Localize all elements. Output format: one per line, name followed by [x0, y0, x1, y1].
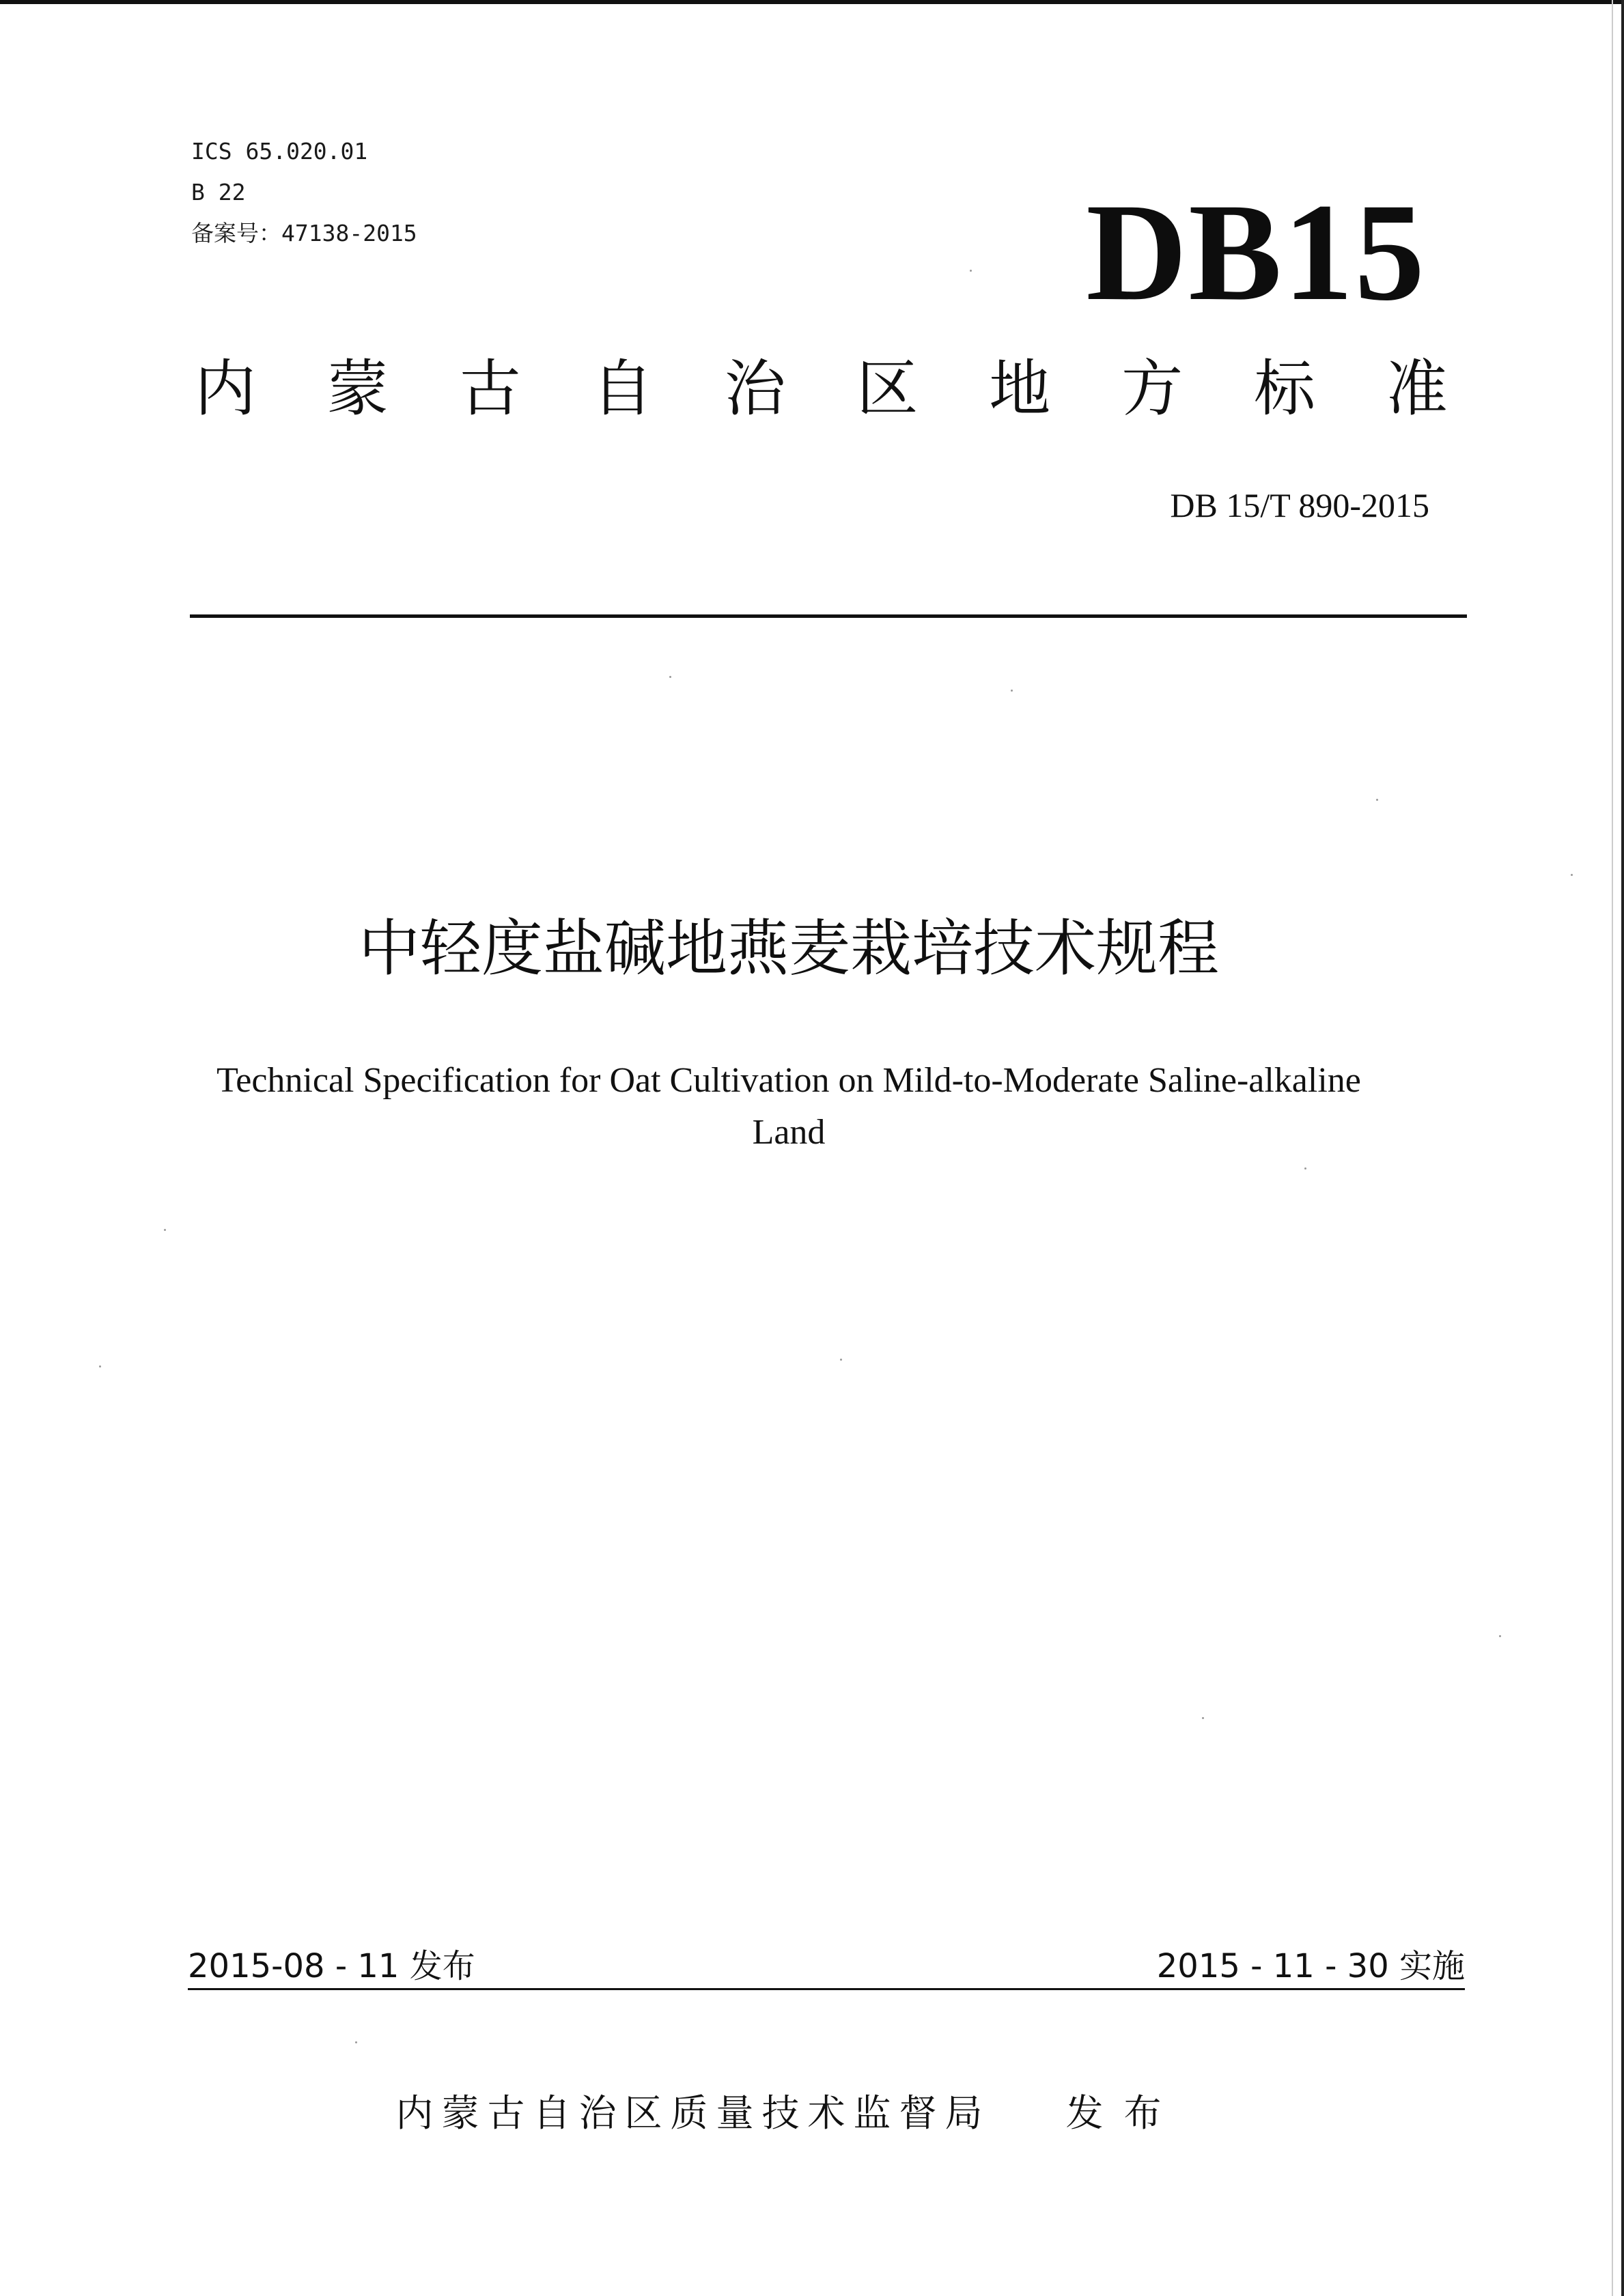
- ics-code: ICS 65.020.01: [191, 138, 368, 165]
- filing-number: 备案号：47138-2015: [191, 220, 417, 246]
- title-chinese: 中轻度盐碱地燕麦栽培技术规程: [359, 913, 1219, 984]
- scan-speck: [669, 676, 671, 678]
- scan-speck: [164, 1229, 166, 1231]
- standard-code-logo: DB15: [1086, 175, 1426, 330]
- authority-char: 地: [989, 353, 1051, 425]
- footer-divider: [188, 1988, 1465, 1990]
- authority-char: 方: [1121, 353, 1184, 425]
- issuer-line: [0, 2086, 1578, 2140]
- authority-char: 区: [856, 353, 919, 425]
- dates-row: [188, 1944, 1465, 1992]
- authority-char: 古: [459, 353, 521, 425]
- scan-speck: [1011, 690, 1013, 692]
- authority-char: 准: [1386, 353, 1448, 425]
- scan-right-edge-shadow: [1612, 0, 1613, 2296]
- scan-speck: [970, 270, 972, 272]
- implementation-date: 2015 - 11 - 30 实施: [1156, 1947, 1465, 1985]
- scan-speck: [1499, 1635, 1501, 1637]
- scan-right-edge: [1621, 0, 1624, 2296]
- scan-speck: [840, 1359, 842, 1361]
- title-english: Technical Specification for Oat Cultivation on Mild-to-Moderate Saline-alkaline Land: [216, 1061, 1361, 1152]
- issue-date: 2015-08 - 11 发布: [188, 1947, 475, 1985]
- classification-block: [191, 131, 417, 254]
- scan-speck: [1376, 799, 1378, 801]
- authority-char: 内: [195, 353, 256, 425]
- scan-speck: [1304, 1167, 1306, 1170]
- header-divider: [190, 614, 1467, 618]
- authority-char: 治: [724, 353, 786, 425]
- authority-char: 自: [591, 353, 654, 425]
- scan-speck: [1202, 1717, 1204, 1719]
- authority-title: [195, 355, 1448, 423]
- issuing-authority: 内蒙古自治区质量技术监督局: [395, 2091, 991, 2135]
- scan-speck: [1571, 874, 1573, 876]
- ccs-code: B 22: [191, 179, 246, 205]
- scan-top-edge: [0, 0, 1624, 4]
- issuer-action: 发布: [1065, 2091, 1182, 2135]
- authority-char: 标: [1254, 353, 1315, 425]
- authority-char: 蒙: [326, 353, 389, 425]
- scan-speck: [355, 2041, 357, 2043]
- standard-number: DB 15/T 890-2015: [1170, 486, 1429, 524]
- scan-speck: [99, 1365, 101, 1367]
